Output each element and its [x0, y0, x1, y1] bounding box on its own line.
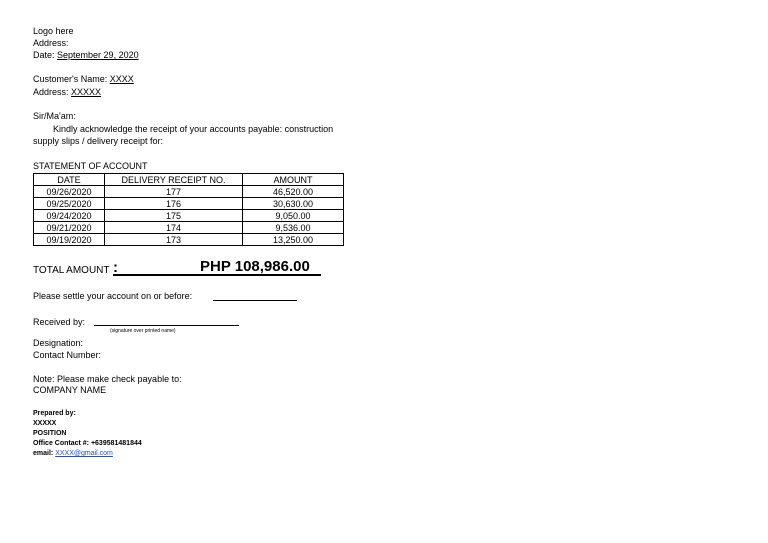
- row-date: 09/26/2020: [34, 186, 105, 198]
- note-label: Note: Please make check payable to:: [33, 374, 182, 384]
- received-by-label: Received by:: [33, 317, 86, 327]
- date-line: [33, 50, 139, 61]
- customer-address-value: XXXXX: [71, 87, 102, 97]
- customer-address-label: Address:: [33, 87, 69, 97]
- email-line: [33, 449, 113, 458]
- company-name: COMPANY NAME: [33, 385, 107, 395]
- letter-body-line1: Kindly acknowledge the receipt of your accounts payable: construction: [53, 124, 334, 134]
- row-amount: 9,536.00: [243, 222, 344, 234]
- designation-label: Designation:: [33, 338, 84, 348]
- logo-placeholder: Logo here: [33, 26, 74, 36]
- signature-blank: [94, 325, 239, 326]
- row-date: 09/21/2020: [34, 222, 105, 234]
- settle-label: Please settle your account on or before:: [33, 291, 193, 301]
- total-amount-label: TOTAL AMOUNT: [33, 265, 110, 276]
- salutation: Sir/Ma'am:: [33, 111, 76, 121]
- prepared-by-label: Prepared by:: [33, 410, 76, 417]
- customer-name-value: XXXX: [109, 74, 134, 84]
- date-value: September 29, 2020: [57, 50, 139, 60]
- row-date: 09/24/2020: [34, 210, 105, 222]
- row-amount: 30,630.00: [243, 198, 344, 210]
- row-receipt: 173: [105, 234, 243, 246]
- prepared-name: XXXXX: [33, 420, 57, 427]
- row-receipt: 177: [105, 186, 243, 198]
- settle-date-blank: [213, 300, 297, 301]
- col-amount-header: AMOUNT: [243, 174, 344, 186]
- table-row: [34, 198, 344, 210]
- row-receipt: 176: [105, 198, 243, 210]
- signature-note: (signature over printed name): [110, 328, 176, 334]
- row-receipt: 174: [105, 222, 243, 234]
- row-amount: 9,050.00: [243, 210, 344, 222]
- office-contact: Office Contact #: +639581481844: [33, 440, 142, 447]
- contact-number-label: Contact Number:: [33, 350, 102, 360]
- row-amount: 46,520.00: [243, 186, 344, 198]
- total-amount-colon: :: [113, 259, 118, 276]
- email-label: email:: [33, 450, 54, 457]
- statement-table: [33, 173, 344, 246]
- row-receipt: 175: [105, 210, 243, 222]
- row-date: 09/19/2020: [34, 234, 105, 246]
- email-link[interactable]: XXXX@gmail.com: [55, 450, 113, 457]
- col-date-header: DATE: [34, 174, 105, 186]
- customer-address-line: [33, 87, 101, 98]
- total-amount-value: PHP 108,986.00: [200, 258, 310, 275]
- statement-title: STATEMENT OF ACCOUNT: [33, 161, 148, 171]
- prepared-position: POSITION: [33, 430, 67, 437]
- address-label: Address:: [33, 38, 69, 48]
- table-row: [34, 210, 344, 222]
- table-header-row: [34, 174, 344, 186]
- customer-name-label: Customer's Name:: [33, 74, 108, 84]
- table-row: [34, 186, 344, 198]
- customer-name-line: [33, 74, 134, 85]
- table-row: [34, 222, 344, 234]
- letter-body-line2: supply slips / delivery receipt for:: [33, 136, 164, 146]
- row-amount: 13,250.00: [243, 234, 344, 246]
- date-label: Date:: [33, 50, 55, 60]
- col-receipt-header: DELIVERY RECEIPT NO.: [105, 174, 243, 186]
- table-row: [34, 234, 344, 246]
- row-date: 09/25/2020: [34, 198, 105, 210]
